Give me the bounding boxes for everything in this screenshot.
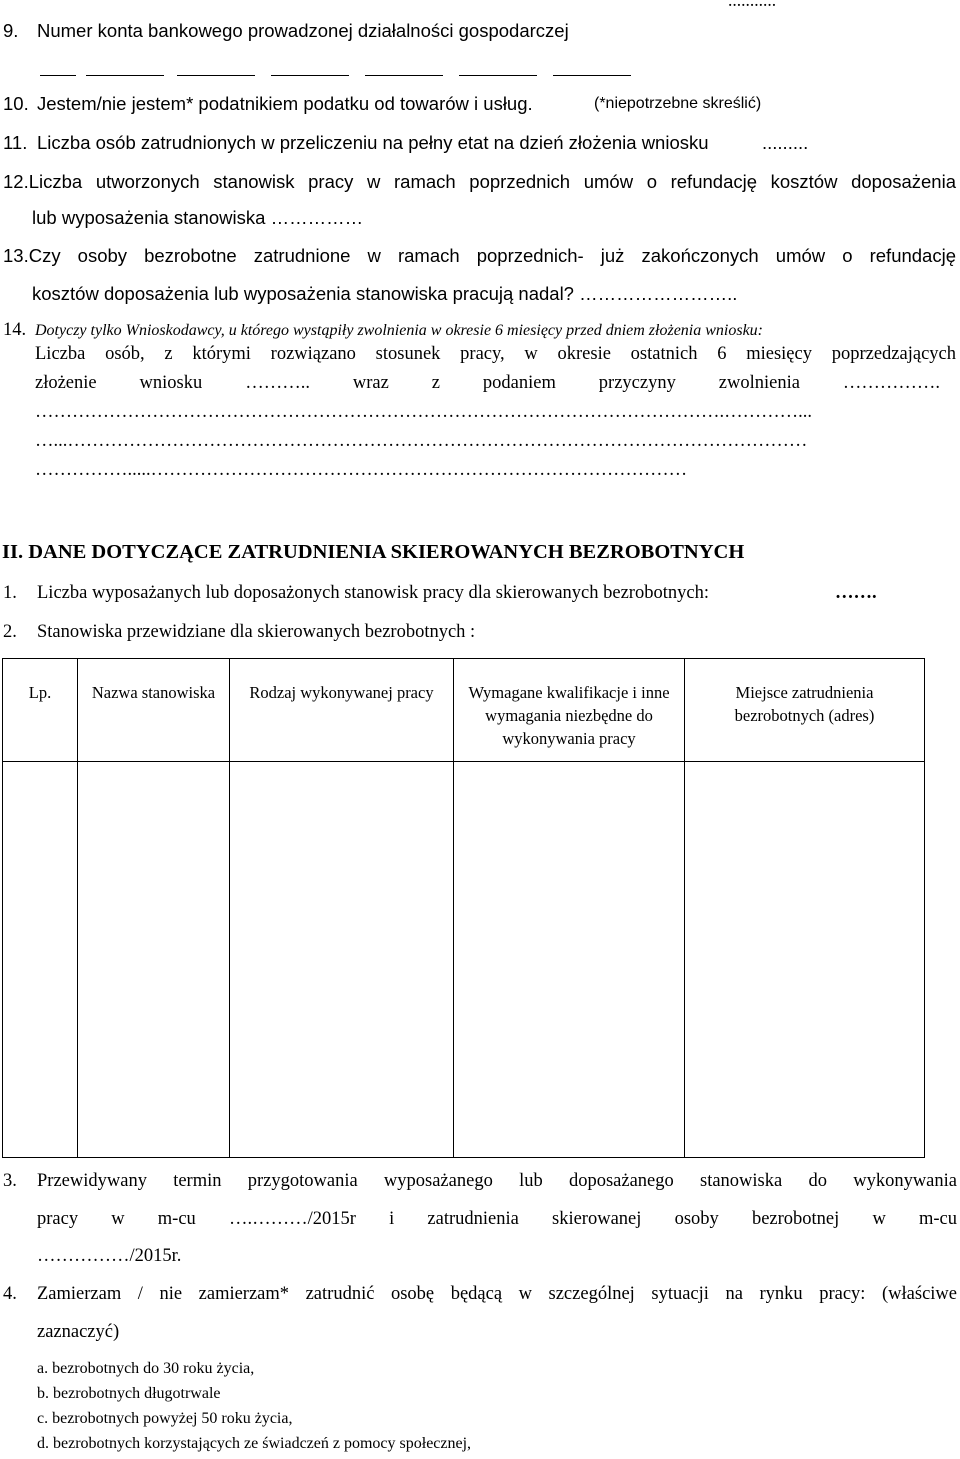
s2-item-3-number: 3. (3, 1171, 17, 1191)
header-workplace: Miejsce zatrudnienia bezrobotnych (adres) (685, 659, 925, 762)
header-work-type: Rodzaj wykonywanej pracy (230, 659, 454, 762)
cell-position-name[interactable] (78, 762, 230, 1158)
item-11-number: 11. (3, 132, 28, 153)
cell-workplace[interactable] (685, 762, 925, 1158)
header-qualifications: Wymagane kwalifikacje i inne wymagania niezbędne do wykonywania pracy (454, 659, 685, 762)
account-blank-segment (86, 75, 164, 76)
s2-item-4-line2: zaznaczyć) (37, 1322, 120, 1342)
option-a: a. bezrobotnych do 30 roku życia, (37, 1360, 255, 1377)
s2-item-3-line1: Przewidywany termin przygotowania wyposażanego lub doposażanego stanowiska do wykonywania (37, 1171, 957, 1191)
s2-item-2-number: 2. (3, 622, 17, 642)
section-2-heading: II. DANE DOTYCZĄCE ZATRUDNIENIA SKIEROWANYCH BEZROBOTNYCH (2, 541, 745, 563)
s2-item-1-number: 1. (3, 583, 17, 603)
item-10-text: Jestem/nie jestem* podatnikiem podatku od towarów i usług. (37, 93, 533, 114)
header-lp: Lp. (3, 659, 78, 762)
s2-item-1-text: Liczba wyposażanych lub doposażonych stanowisk pracy dla skierowanych bezrobotnych: (37, 583, 709, 603)
item-14-number: 14. (3, 320, 27, 340)
item-12-line1: 12.Liczba utworzonych stanowisk pracy w ramach poprzednich umów o refundację kosztów doposażenia (3, 171, 956, 192)
account-blank-segment (459, 75, 537, 76)
s2-item-1-dots: ……. (835, 583, 877, 603)
top-dots: ........... (728, 0, 777, 10)
option-d: d. bezrobotnych korzystających ze świadczeń z pomocy społecznej, (37, 1435, 472, 1452)
account-blank-segment (553, 75, 631, 76)
item-14-line2: złożenie wniosku ……….. wraz z podaniem przyczyny zwolnienia ……………. (35, 373, 940, 393)
item-12-line2: lub wyposażenia stanowiska …………… (32, 207, 364, 228)
item-9-number: 9. (3, 20, 19, 41)
item-14-line1: Liczba osób, z którymi rozwiązano stosunek pracy, w okresie ostatnich 6 miesięcy poprzedzających (35, 344, 956, 364)
cell-work-type[interactable] (230, 762, 454, 1158)
item-9-text: Numer konta bankowego prowadzonej działalności gospodarczej (37, 20, 569, 41)
positions-table (2, 658, 925, 1158)
header-position-name: Nazwa stanowiska (78, 659, 230, 762)
item-14-dots-line1: ………………………………………………………………………………………………….…………... (35, 402, 812, 422)
s2-item-3-line2: pracy w m-cu ….………/2015r i zatrudnienia skierowanej osoby bezrobotnej w m-cu (37, 1209, 957, 1229)
item-13-line2: kosztów doposażenia lub wyposażenia stanowiska pracują nadal? …………………….. (32, 283, 738, 304)
item-14-dots-line3: …………….....…………………………………………………………………………… (35, 460, 688, 480)
account-blank-segment (365, 75, 443, 76)
account-blank-segment (40, 75, 76, 76)
table-row (3, 762, 925, 1158)
item-14-dots-line2: …...………………………………………………………………………………………………………… (35, 431, 808, 451)
s2-item-4-line1: Zamierzam / nie zamierzam* zatrudnić osobę będącą w szczególnej sytuacji na rynku pracy: (właściwe (37, 1284, 957, 1304)
item-10-note: (*niepotrzebne skreślić) (594, 95, 762, 112)
cell-lp[interactable] (3, 762, 78, 1158)
s2-item-4-number: 4. (3, 1284, 17, 1304)
s2-item-3-line3: ……………/2015r. (37, 1246, 182, 1266)
option-c: c. bezrobotnych powyżej 50 roku życia, (37, 1410, 293, 1427)
cell-qualifications[interactable] (454, 762, 685, 1158)
s2-item-2-text: Stanowiska przewidziane dla skierowanych bezrobotnych : (37, 622, 476, 642)
item-10-number: 10. (3, 93, 29, 114)
item-11-text: Liczba osób zatrudnionych w przeliczeniu na pełny etat na dzień złożenia wniosku (37, 132, 709, 153)
table-header-row (3, 659, 925, 762)
option-b: b. bezrobotnych długotrwale (37, 1385, 221, 1402)
account-blank-segment (271, 75, 349, 76)
item-14-condition: Dotyczy tylko Wnioskodawcy, u którego wystąpiły zwolnienia w okresie 6 miesięcy przed dniem złożenia wniosku: (35, 322, 764, 339)
item-11-dots: ......... (762, 132, 809, 153)
account-blank-segment (177, 75, 255, 76)
item-13-line1: 13.Czy osoby bezrobotne zatrudnione w ramach poprzednich- już zakończonych umów o refundację (3, 245, 956, 266)
